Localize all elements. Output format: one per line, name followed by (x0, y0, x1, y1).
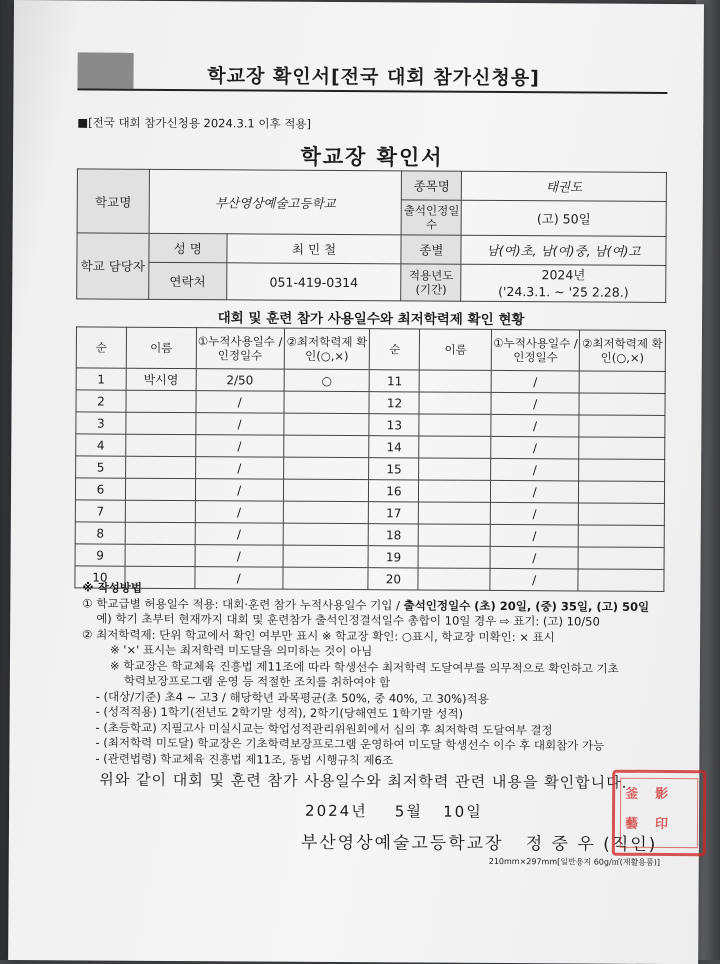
row-days: / (490, 524, 578, 547)
official-seal-stamp (612, 770, 707, 857)
row-name: 박시영 (126, 368, 196, 390)
row-num: 9 (75, 544, 125, 566)
row-num: 3 (76, 412, 126, 434)
header-days-right: ①누적사용일수 /인정일수 (491, 329, 579, 371)
instruction-line-9: - (초등학교) 지필고사 미실시교는 학업성적관리위원회에서 심의 후 최저학력 도달여부 결정 (95, 720, 553, 737)
row-num: 14 (369, 436, 419, 458)
row-days: / (195, 501, 283, 524)
header-days: ①누적사용일수 /인정일수 (196, 328, 284, 370)
row-academic (579, 481, 665, 504)
row-academic (579, 371, 665, 394)
row-num: 12 (369, 392, 419, 414)
instruction-line-2: 예) 학기 초부터 현재까지 대회 및 훈련참가 출석인정결석일수 총합이 10일 경우 ⇨ 표기: (고) 10/50 (96, 611, 600, 629)
row-name (125, 478, 195, 500)
row-academic (283, 501, 369, 524)
row-name (419, 436, 491, 458)
summary-title: 대회 및 훈련 참가 사용일수와 최저학력제 확인 현황 (217, 310, 525, 329)
header-academic-right: ②최저학력제 확인(○,×) (579, 330, 665, 372)
instruction-line-1a: ① 학교급별 허용일수 적용: 대회·훈련 참가 누적사용일수 기입 / (82, 595, 404, 612)
row-name (126, 412, 196, 434)
row-name (419, 414, 491, 436)
row-num: 4 (76, 434, 126, 456)
row-academic (283, 523, 369, 546)
row-academic (578, 547, 664, 570)
row-academic (579, 459, 665, 482)
instruction-line-11: - (관련법령) 학교체육 진흥법 제11조, 동법 시행규칙 제6조 (95, 751, 394, 767)
row-num: 1 (76, 368, 126, 390)
instruction-line-4: ※ '×' 표시는 최저학력 미도달을 의미하는 것이 아님 (109, 642, 373, 659)
row-days: / (491, 436, 579, 459)
manager-label: 학교 담당자 (77, 233, 149, 299)
document-title: 학교장 확인서 (300, 144, 444, 170)
header-num-right: 순 (370, 329, 420, 370)
row-name (418, 546, 490, 568)
row-days: / (490, 568, 578, 591)
period-value (461, 264, 666, 302)
instruction-line-6: 학력보장프로그램 운영 등 적절한 조치를 취하여야 함 (123, 673, 391, 690)
period-year: 2024년 (541, 267, 586, 283)
row-days: / (491, 392, 579, 415)
row-days: / (195, 523, 283, 546)
instruction-line-7: - (대상/기준) 초4 ~ 고3 / 해당학년 과목평균(초 50%, 중 40%, 고 30%)적용 (95, 689, 489, 706)
row-num: 19 (369, 546, 419, 568)
date-month: 5월 (394, 802, 423, 821)
date-year: 2024년 (304, 801, 368, 821)
row-academic (578, 525, 664, 548)
row-name (419, 458, 491, 480)
row-days: / (196, 413, 284, 436)
row-academic (283, 435, 369, 458)
row-academic (578, 503, 664, 526)
school-value: 부산영상예술고등학교 (149, 169, 402, 235)
row-name (419, 524, 491, 546)
applicability-note: ■[전국 대회 참가신청용 2024.3.1 이후 적용] (77, 115, 312, 131)
date-day: 10일 (443, 802, 483, 821)
issue-date (305, 800, 483, 822)
document-paper (8, 0, 704, 964)
row-num: 10 (75, 566, 125, 588)
row-num: 11 (370, 370, 420, 392)
table-header (76, 327, 665, 372)
row-academic: ○ (284, 369, 370, 392)
school-label: 학교명 (77, 169, 149, 233)
row-academic (283, 413, 369, 436)
row-days: / (491, 480, 579, 503)
contact-value: 051-419-0314 (226, 263, 401, 301)
row-num: 17 (369, 502, 419, 524)
category-value: 남(여)초, 남(여)중, 남(여)고 (461, 235, 666, 265)
row-academic (283, 457, 369, 480)
signer-seal-label: (직인) (603, 834, 658, 855)
row-name (125, 500, 195, 522)
row-days: / (196, 391, 284, 414)
participation-table (74, 326, 666, 592)
header-title: 학교장 확인서[전국 대회 참가신청용] (207, 65, 540, 90)
instruction-line-5: ※ 학교장은 학교체육 진흥법 제11조에 따라 학생선수 최저학력 도달여부를 의무적으로 확인하고 기초 (109, 658, 619, 676)
row-name (125, 544, 195, 566)
row-num: 7 (75, 500, 125, 522)
name-value: 최 민 철 (227, 234, 402, 264)
row-academic (579, 415, 665, 438)
header-academic: ②최저학력제 확인(○,×) (284, 328, 370, 370)
row-num: 15 (369, 458, 419, 480)
row-num: 13 (369, 414, 419, 436)
name-label: 성 명 (149, 233, 227, 262)
row-days: / (195, 457, 283, 480)
row-name (419, 502, 491, 524)
attendance-label: 출석인정일수 (401, 200, 461, 235)
row-num: 16 (369, 480, 419, 502)
signer-school: 부산영상예술고등학교장 (300, 832, 504, 855)
row-days: / (491, 370, 579, 393)
row-days: / (195, 545, 283, 568)
period-label: 적용년도 (기간) (401, 264, 461, 301)
row-days: / (491, 458, 579, 481)
instruction-line-8: - (성적적용) 1학기(전년도 2학기말 성적), 2학기(당해연도 1학기말 성적) (95, 704, 464, 721)
instructions (81, 580, 672, 770)
header-name: 이름 (126, 327, 196, 368)
paper-spec-footnote: 210mm×297mm[일반용지 60g/㎡(재활용품)] (488, 856, 660, 867)
row-academic (283, 479, 369, 502)
row-num: 8 (75, 522, 125, 544)
seal-glyph-4: 印 (654, 816, 669, 833)
instruction-line-1b: 출석인정일수 (초) 20일, (중) 35일, (고) 50일 (403, 597, 650, 614)
row-days: 2/50 (196, 369, 284, 392)
row-name (125, 456, 195, 478)
signer (301, 828, 658, 855)
header-num: 순 (76, 327, 126, 368)
row-days: / (195, 479, 283, 502)
instruction-line-3: ② 최저학력제: 단위 학교에서 확인 여부만 표시 ※ 학교장 확인: ○표시, 학교장 미확인: × 표시 (82, 626, 555, 644)
row-name (419, 392, 491, 414)
row-days: / (195, 435, 283, 458)
row-num: 2 (76, 390, 126, 412)
row-academic (283, 545, 369, 568)
attendance-value: (고) 50일 (461, 200, 666, 236)
row-num: 6 (75, 478, 125, 500)
row-name (419, 480, 491, 502)
period-range: ('24.3.1. ~ '25 2.28.) (498, 283, 629, 300)
row-name (420, 370, 492, 392)
row-days: / (491, 502, 579, 525)
school-info-table (76, 168, 667, 303)
seal-glyph-2: 影 (655, 786, 669, 803)
seal-glyph-3: 藝 (624, 816, 639, 832)
signer-name: 정 중 우 (525, 834, 596, 855)
instructions-title: ※ 작성방법 (82, 580, 143, 595)
row-academic (579, 393, 665, 416)
row-days: / (490, 546, 578, 569)
row-name (126, 390, 196, 412)
seal-glyph-1: 釜 (625, 786, 639, 802)
header-name-right: 이름 (420, 329, 492, 370)
confirmation-statement: 위와 같이 대회 및 훈련 참가 사용일수와 최저학력 관련 내용을 확인합니다. (99, 770, 628, 792)
sport-value: 태권도 (462, 171, 667, 201)
row-num: 5 (76, 456, 126, 478)
row-days: / (491, 414, 579, 437)
row-days: / (195, 567, 283, 590)
instruction-line-10: - (최저학력 미도달) 학교장은 기초학력보장프로그램 운영하여 미도달 학생선수 이수 후 대회참가 가능 (95, 735, 605, 753)
row-name (125, 522, 195, 544)
row-academic (579, 437, 665, 460)
row-name (126, 434, 196, 456)
row-num: 18 (369, 524, 419, 546)
category-label: 종별 (401, 235, 461, 264)
sport-label: 종목명 (402, 171, 462, 200)
row-num: 20 (368, 568, 418, 590)
contact-label: 연락처 (149, 262, 227, 299)
row-academic (284, 391, 370, 414)
